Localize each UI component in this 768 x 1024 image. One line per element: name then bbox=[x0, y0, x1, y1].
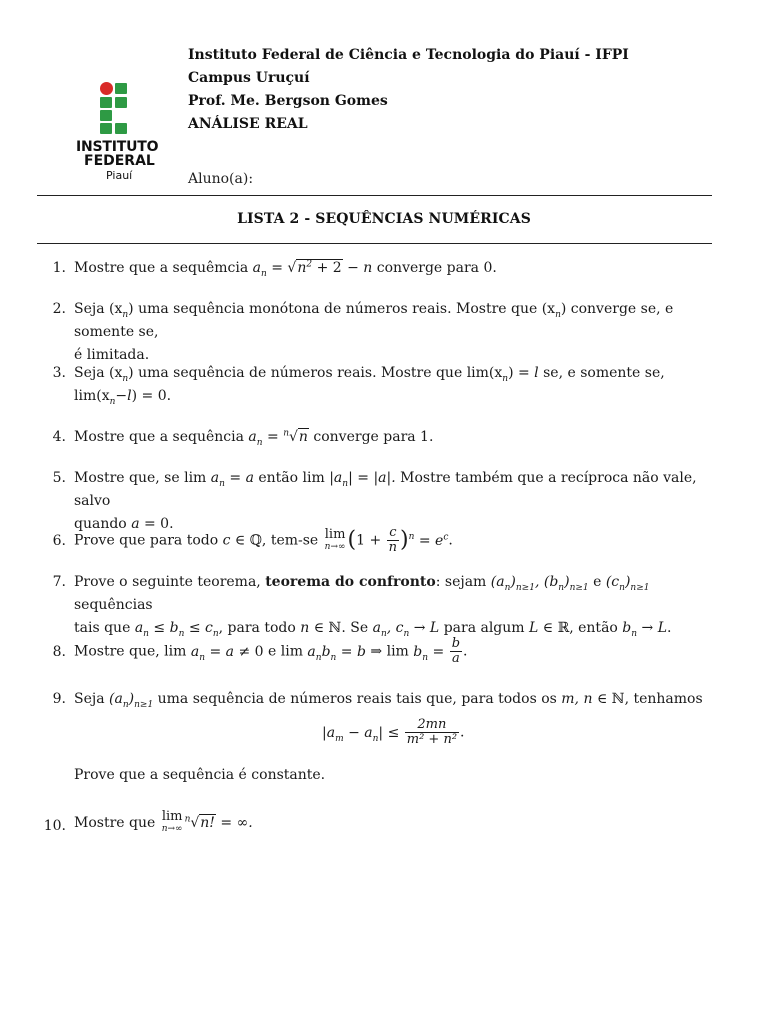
q7-text-a: Prove o seguinte teorema, bbox=[74, 574, 261, 590]
q7-text-f: , para todo bbox=[218, 620, 296, 636]
question-8: 8. Mostre que, $\lim a_n = a \ne 0$ e $\lim a_nb_n = b$ ⇒ $\lim b_n$ = $\frac{b}{a}$ . bbox=[74, 637, 714, 666]
q10-formula: $^n$√n! = ∞. bbox=[184, 814, 253, 831]
q7-result: $b_n \to L$ bbox=[622, 620, 667, 639]
q9-display-inequality: $|a_m - a_n|$ ≤ $\frac{2mn}{\text{m² + n²}}$ . bbox=[322, 717, 465, 747]
lim-subscript: n→∞ bbox=[324, 541, 346, 552]
q7-seq-a: $(a_n)_{n\ge 1}$, bbox=[490, 574, 540, 593]
question-3 bbox=[52, 362, 714, 408]
divider-top bbox=[37, 195, 712, 196]
q7-text-d: sequências bbox=[74, 597, 153, 613]
paren-left: ( bbox=[347, 527, 357, 553]
q7-convergence: $a_n$, $c_n \to L$ bbox=[372, 620, 440, 639]
q7-inequality: $a_n \le b_n \le c_n$ bbox=[134, 620, 219, 639]
q3-text-d: se, e somente se, lim(x bbox=[74, 365, 665, 404]
q10-prefix: Mostre que bbox=[74, 815, 156, 831]
q3-text-c: ) = bbox=[508, 365, 535, 381]
q7-text-i: , então bbox=[569, 620, 618, 636]
q5-formula: $a_n = a$ bbox=[210, 470, 254, 489]
q1-prefix: Mostre que a sequêmcia bbox=[74, 260, 249, 276]
question-number: 3. bbox=[52, 365, 66, 381]
logo-square bbox=[100, 97, 112, 108]
question-7: 7. Prove o seguinte teorema, teorema do confronto: sejam $(a_n)_{n\ge 1}$, $(b_n)_{n\ge 1}$ e $(c_n)_{n\ge 1}$ sequências tais que $a_n \le b_n \le c_n$, para todo n ∈ ℕ. Se $a_n$, $c_n \to L$ para algum L ∈ ℝ, então $b_n \to L$. bbox=[74, 571, 714, 640]
q2-text-b: ) uma sequência monótona de números reais. Mostre que (x bbox=[128, 301, 556, 317]
q8-text-a: Mostre que, lim bbox=[74, 643, 187, 660]
question-number: 9. bbox=[52, 691, 66, 707]
q4-prefix: Mostre que a sequência bbox=[74, 429, 244, 445]
question-number: 7. bbox=[52, 574, 66, 590]
q5-formula: $|a_n| = |a|$. bbox=[329, 470, 396, 489]
q8-formula: $b_n$ = bbox=[413, 643, 445, 663]
infinity-symbol: ∞ bbox=[236, 815, 249, 831]
logo-square bbox=[115, 83, 127, 94]
student-label: Aluno(a): bbox=[188, 171, 254, 187]
q9-vars: m, n ∈ ℕ bbox=[561, 691, 625, 707]
question-number: 5. bbox=[52, 470, 66, 486]
q8-formula: $a_nb_n = b$ bbox=[307, 643, 366, 663]
logo-text-piaui: Piauí bbox=[106, 169, 133, 182]
q7-theorem-name: teorema do confronto bbox=[265, 574, 436, 590]
lim-subscript: n→∞ bbox=[161, 824, 183, 834]
q7-text-c: e bbox=[593, 574, 602, 590]
institution-name: Instituto Federal de Ciência e Tecnologia do Piauí - IFPI bbox=[188, 47, 629, 63]
q9-text-b: uma sequência de números reais tais que, para todos os bbox=[157, 691, 557, 707]
q2-var: n bbox=[122, 309, 129, 320]
frac-numerator: 2mn bbox=[405, 718, 459, 733]
q2-text-c: ) converge se, e somente se, bbox=[74, 301, 674, 340]
q5-formula: a = 0. bbox=[131, 516, 174, 532]
fraction-c-n: $\frac{c}{n}$ bbox=[388, 525, 398, 555]
q7-text-b: : sejam bbox=[435, 574, 487, 590]
q5-text-d: quando bbox=[74, 516, 127, 532]
course-name: ANÁLISE REAL bbox=[188, 116, 308, 132]
q7-text-e: tais que bbox=[74, 620, 131, 636]
paren-right: ) bbox=[400, 527, 409, 553]
question-number: 1. bbox=[52, 260, 66, 276]
q7-text-h: para algum bbox=[443, 620, 525, 636]
q1-formula: $a_n = √n^2 + 2 - n$ bbox=[252, 259, 373, 279]
q8-formula: $a_n = a \ne 0$ bbox=[190, 643, 264, 663]
limit-operator bbox=[324, 526, 346, 553]
lim-text: lim bbox=[324, 526, 346, 542]
q2-text-d: é limitada. bbox=[74, 347, 150, 363]
lim-text: lim bbox=[161, 809, 183, 824]
q2-var: n bbox=[555, 309, 561, 320]
fraction-2mn bbox=[405, 718, 459, 747]
q3-text-e: ) = 0. bbox=[131, 388, 172, 404]
logo-square bbox=[115, 123, 127, 134]
divider-bottom bbox=[37, 243, 712, 244]
question-6: 6. Prove que para todo c ∈ ℚ, tem-se lim n→∞ (1 + $\frac{c}{n}$ )$^n = e^c$. bbox=[74, 526, 714, 555]
q8-text-b: e lim bbox=[268, 643, 303, 660]
q5-text-b: então lim bbox=[258, 470, 325, 486]
q7-seq-c: $(c_n)_{n\ge 1}$ bbox=[605, 574, 650, 593]
q9-seq: $(a_n)_{n\ge 1}$ bbox=[109, 691, 154, 710]
question-number: 6. bbox=[52, 533, 66, 549]
logo-red-dot bbox=[100, 82, 113, 95]
question-number: 2. bbox=[52, 301, 66, 317]
q3-var: n bbox=[502, 373, 509, 384]
logo-text-federal: FEDERAL bbox=[84, 153, 155, 169]
q7-seq-b: $(b_n)_{n\ge 1}$ bbox=[543, 574, 589, 593]
q3-var: l bbox=[534, 365, 539, 381]
professor-name: Prof. Me. Bergson Gomes bbox=[188, 93, 388, 109]
q5-text-c: Mostre também que a recíproca não vale, salvo bbox=[74, 470, 697, 509]
question-number: 10. bbox=[43, 818, 66, 834]
q9-text-a: Seja bbox=[74, 691, 105, 707]
q7-text-g: . Se bbox=[341, 620, 369, 636]
question-1 bbox=[52, 257, 714, 280]
q5-text-a: Mostre que, se lim bbox=[74, 470, 207, 486]
limit-operator bbox=[162, 811, 183, 835]
logo-square bbox=[100, 110, 112, 121]
q1-suffix: converge para 0. bbox=[376, 260, 497, 276]
q4-formula: $a_n = ^n√n$ bbox=[248, 428, 308, 448]
question-4 bbox=[52, 426, 714, 449]
question-9 bbox=[52, 688, 714, 711]
q3-var: n bbox=[122, 373, 129, 384]
list-title: LISTA 2 - SEQUÊNCIAS NUMÉRICAS bbox=[237, 211, 531, 227]
question-number: 4. bbox=[52, 429, 66, 445]
institute-logo bbox=[74, 80, 170, 190]
q7-limit: L ∈ ℝ bbox=[529, 620, 570, 636]
question-2 bbox=[52, 298, 714, 367]
q6-formula: c ∈ ℚ, bbox=[222, 532, 267, 549]
question-number: 8. bbox=[52, 644, 66, 660]
fraction-b-a: $\frac{b}{a}$ bbox=[451, 636, 461, 666]
logo-square bbox=[115, 97, 127, 108]
q9-text-c: , tenhamos bbox=[624, 691, 703, 707]
q3-text-b: ) uma sequência de números reais. Mostre que lim(x bbox=[128, 365, 503, 381]
q2-text-a: Seja (x bbox=[74, 301, 123, 317]
campus-name: Campus Uruçuí bbox=[188, 70, 310, 86]
q6-prefix: Prove que para todo bbox=[74, 532, 219, 549]
question-10 bbox=[43, 809, 714, 835]
q4-suffix: converge para 1. bbox=[313, 429, 434, 445]
q3-var: $_n$−l bbox=[109, 388, 132, 407]
q8-text-c: ⇒ lim bbox=[370, 643, 409, 660]
q6-mid: tem-se bbox=[270, 532, 319, 549]
frac-denominator: m² + n² bbox=[406, 732, 458, 747]
q7-domain: n ∈ ℕ bbox=[300, 620, 342, 636]
logo-text-instituto: INSTITUTO bbox=[76, 139, 159, 155]
logo-square bbox=[100, 123, 112, 134]
question-9-conclusion: Prove que a sequência é constante. bbox=[74, 767, 326, 783]
q3-text-a: Seja (x bbox=[74, 365, 123, 381]
